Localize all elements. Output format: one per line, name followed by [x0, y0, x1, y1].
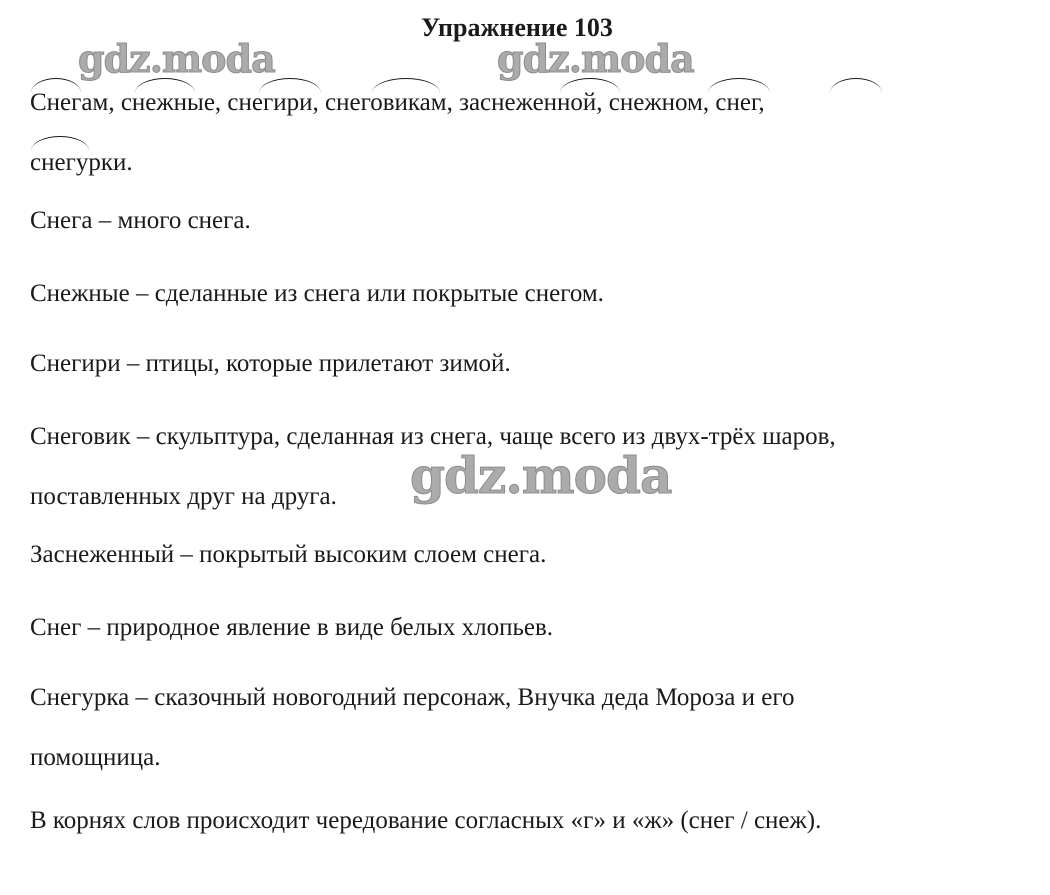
word-list-line-1: Снегам, снежные, снегири, снеговикам, заснеженной, снежном, снег, — [30, 89, 765, 116]
definition-line: поставленных друг на друга. — [30, 483, 337, 510]
watermark: gdz.moda — [497, 36, 694, 81]
definition-sneg: Снег – природное явление в виде белых хлопьев. — [30, 614, 554, 641]
word-list-line-2: снегурки. — [30, 149, 133, 176]
definition-snegiri: Снегири – птицы, которые прилетают зимой. — [30, 350, 511, 377]
definition-snegurka — [30, 668, 795, 788]
conclusion: В корнях слов происходит чередование согласных «г» и «ж» (снег / снеж). — [30, 807, 822, 834]
root-arc — [830, 78, 882, 93]
definition-zasnezhennyi: Заснеженный – покрытый высоким слоем снега. — [30, 541, 547, 568]
definition-line: Снегурка – сказочный новогодний персонаж, Внучка деда Мороза и его — [30, 684, 795, 711]
definition-line: помощница. — [30, 744, 161, 771]
watermark: gdz.moda — [78, 36, 275, 81]
watermark: gdz.moda — [410, 446, 672, 505]
definition-line: Снеговик – скульптура, сделанная из снега, чаще всего из двух-трёх шаров, — [30, 423, 836, 450]
definition-snezhnye: Снежные – сделанные из снега или покрытые снегом. — [30, 280, 604, 307]
definition-sniega: Снега – много снега. — [30, 207, 251, 234]
exercise-title: Упражнение 103 — [421, 13, 613, 42]
